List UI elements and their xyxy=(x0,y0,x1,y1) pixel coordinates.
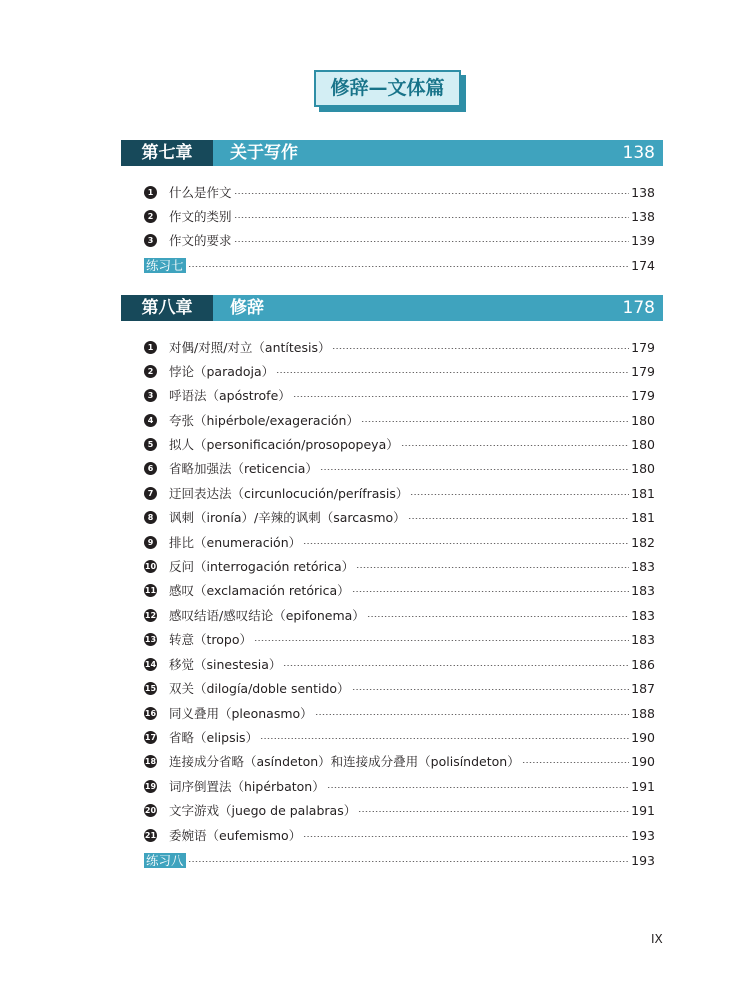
dot-leader xyxy=(234,241,630,242)
dot-leader xyxy=(352,591,630,592)
entry-page: 190 xyxy=(631,729,655,745)
chapter-page: 138 xyxy=(622,143,655,163)
toc-entry[interactable] xyxy=(143,361,655,381)
toc-entry[interactable] xyxy=(143,410,655,430)
toc-entry[interactable] xyxy=(143,825,655,845)
chapter-header[interactable] xyxy=(121,140,663,166)
dot-leader xyxy=(320,469,629,470)
dot-leader xyxy=(408,518,629,519)
entry-page: 181 xyxy=(631,485,655,501)
entry-label: 文字游戏（juego de palabras） xyxy=(169,803,357,818)
dot-leader xyxy=(332,348,629,349)
entry-label: 呼语法（apóstrofe） xyxy=(169,388,291,403)
toc-entry[interactable] xyxy=(143,385,655,405)
dot-leader xyxy=(522,762,629,763)
dot-leader xyxy=(234,217,630,218)
toc-entry[interactable] xyxy=(143,605,655,625)
entry-number-badge: 6 xyxy=(144,462,157,475)
dot-leader xyxy=(260,738,629,739)
entry-label: 夸张（hipérbole/exageración） xyxy=(169,413,359,428)
entry-label: 什么是作文 xyxy=(169,185,232,200)
dot-leader xyxy=(283,665,629,666)
entry-label: 同义叠用（pleonasmo） xyxy=(169,706,313,721)
dot-leader xyxy=(401,445,629,446)
entry-page: 191 xyxy=(631,778,655,794)
toc-entry[interactable] xyxy=(143,751,655,771)
entry-page: 193 xyxy=(631,852,655,868)
entry-label: 转意（tropo） xyxy=(169,632,252,647)
entry-number-badge: 21 xyxy=(144,830,157,840)
dot-leader xyxy=(410,494,629,495)
entry-number-badge: 5 xyxy=(144,438,157,451)
entry-label: 感叹结语/感叹结论（epifonema） xyxy=(169,608,365,623)
entry-number-badge: 2 xyxy=(144,210,157,223)
entry-page: 183 xyxy=(631,631,655,647)
toc-entry[interactable] xyxy=(143,556,655,576)
entry-number-badge: 15 xyxy=(144,683,157,693)
entry-number-badge: 3 xyxy=(144,389,157,402)
entry-number-badge: 13 xyxy=(144,634,157,644)
entry-label: 拟人（personificación/prosopopeya） xyxy=(169,437,399,452)
entry-page: 138 xyxy=(631,208,655,224)
toc-entry[interactable] xyxy=(143,507,655,527)
entry-page: 174 xyxy=(631,257,655,273)
toc-entry[interactable] xyxy=(143,337,655,357)
chapter-page: 178 xyxy=(622,298,655,318)
toc-entry[interactable] xyxy=(143,532,655,552)
dot-leader xyxy=(315,714,629,715)
entry-page: 138 xyxy=(631,184,655,200)
entry-label: 省略（elipsis） xyxy=(169,730,259,745)
entry-page: 193 xyxy=(631,827,655,843)
chapter-number: 第七章 xyxy=(121,140,213,166)
toc-entry[interactable] xyxy=(143,727,655,747)
dot-leader xyxy=(234,193,630,194)
entry-page: 188 xyxy=(631,705,655,721)
toc-entry[interactable] xyxy=(143,230,655,250)
entry-page: 183 xyxy=(631,582,655,598)
entry-page: 180 xyxy=(631,460,655,476)
entry-label: 双关（dilogía/doble sentido） xyxy=(169,681,350,696)
entry-page: 190 xyxy=(631,753,655,769)
entry-page: 191 xyxy=(631,802,655,818)
entry-label: 移觉（sinestesia） xyxy=(169,657,282,672)
entry-label: 反问（interrogación retórica） xyxy=(169,559,355,574)
entry-label: 排比（enumeración） xyxy=(169,535,302,550)
entry-number-badge: 10 xyxy=(144,561,157,571)
entry-label: 省略加强法（reticencia） xyxy=(169,461,318,476)
entry-number-badge: 9 xyxy=(144,536,157,549)
entry-label: 对偶/对照/对立（antítesis） xyxy=(169,340,331,355)
entry-number-badge: 2 xyxy=(144,365,157,378)
toc-entry[interactable] xyxy=(143,483,655,503)
dot-leader xyxy=(188,861,630,862)
toc-entry[interactable] xyxy=(143,703,655,723)
entry-number-badge: 11 xyxy=(144,585,157,595)
entry-page: 179 xyxy=(631,339,655,355)
entry-label: 委婉语（eufemismo） xyxy=(169,828,302,843)
dot-leader xyxy=(276,372,629,373)
entry-page: 186 xyxy=(631,656,655,672)
entry-number-badge: 1 xyxy=(144,186,157,199)
entry-number-badge: 4 xyxy=(144,414,157,427)
entry-page: 180 xyxy=(631,412,655,428)
entry-page: 139 xyxy=(631,232,655,248)
entry-label: 作文的类别 xyxy=(169,209,232,224)
part-title-box xyxy=(314,70,466,112)
entry-number-badge: 16 xyxy=(144,708,157,718)
dot-leader xyxy=(293,396,629,397)
entry-label: 连接成分省略（asíndeton）和连接成分叠用（polisíndeton） xyxy=(169,754,520,769)
toc-exercise-entry[interactable] xyxy=(143,850,655,870)
entry-label: 感叹（exclamación retórica） xyxy=(169,583,350,598)
part-title: 修辞—文体篇 xyxy=(314,70,461,107)
dot-leader xyxy=(367,616,629,617)
exercise-label: 练习八 xyxy=(146,852,184,868)
toc-entry[interactable] xyxy=(143,206,655,226)
dot-leader xyxy=(303,543,629,544)
chapter-header[interactable] xyxy=(121,295,663,321)
toc-entry[interactable] xyxy=(143,434,655,454)
dot-leader xyxy=(303,836,629,837)
dot-leader xyxy=(361,421,629,422)
dot-leader xyxy=(356,567,629,568)
dot-leader xyxy=(188,266,630,267)
entry-page: 182 xyxy=(631,534,655,550)
entry-number-badge: 7 xyxy=(144,487,157,500)
entry-page: 183 xyxy=(631,558,655,574)
entry-label: 词序倒置法（hipérbaton） xyxy=(169,779,325,794)
toc-entry[interactable] xyxy=(143,654,655,674)
toc-entry[interactable] xyxy=(143,629,655,649)
toc-entry[interactable] xyxy=(143,182,655,202)
toc-entry[interactable] xyxy=(143,580,655,600)
entry-label: 悖论（paradoja） xyxy=(169,364,275,379)
chapter-title: 关于写作 xyxy=(230,143,298,163)
entry-page: 181 xyxy=(631,509,655,525)
entry-number-badge: 20 xyxy=(144,805,157,815)
dot-leader xyxy=(358,811,629,812)
entry-number-badge: 17 xyxy=(144,732,157,742)
entry-page: 179 xyxy=(631,387,655,403)
chapter-number: 第八章 xyxy=(121,295,213,321)
entry-number-badge: 18 xyxy=(144,756,157,766)
entry-label: 讽刺（ironía）/辛辣的讽刺（sarcasmo） xyxy=(169,510,406,525)
dot-leader xyxy=(327,787,629,788)
dot-leader xyxy=(352,689,630,690)
toc-exercise-entry[interactable] xyxy=(143,255,655,275)
toc-entry[interactable] xyxy=(143,776,655,796)
entry-page: 183 xyxy=(631,607,655,623)
entry-page: 180 xyxy=(631,436,655,452)
toc-entry[interactable] xyxy=(143,458,655,478)
chapter-title: 修辞 xyxy=(230,298,264,318)
toc-entry[interactable] xyxy=(143,678,655,698)
entry-number-badge: 14 xyxy=(144,659,157,669)
exercise-label: 练习七 xyxy=(146,257,184,273)
entry-label: 迂回表达法（circunlocución/perífrasis） xyxy=(169,486,409,501)
entry-number-badge: 8 xyxy=(144,511,157,524)
entry-page: 179 xyxy=(631,363,655,379)
entry-page: 187 xyxy=(631,680,655,696)
entry-label: 作文的要求 xyxy=(169,233,232,248)
entry-number-badge: 12 xyxy=(144,610,157,620)
page-folio: IX xyxy=(651,932,663,946)
entry-number-badge: 1 xyxy=(144,341,157,354)
entry-number-badge: 19 xyxy=(144,781,157,791)
dot-leader xyxy=(254,640,629,641)
entry-number-badge: 3 xyxy=(144,234,157,247)
toc-entry[interactable] xyxy=(143,800,655,820)
